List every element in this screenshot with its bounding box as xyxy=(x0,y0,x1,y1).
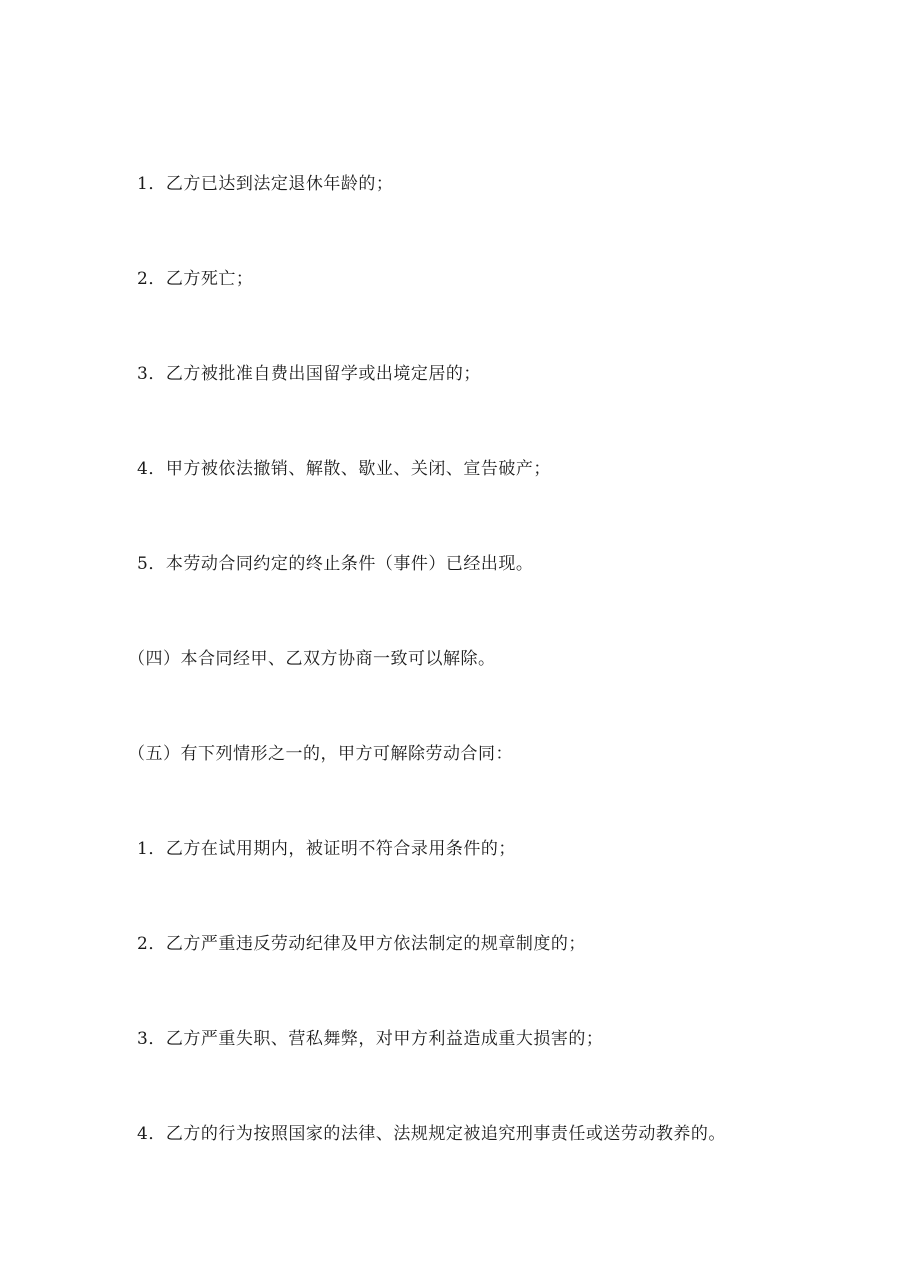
clause-line-9: 4．乙方的行为按照国家的法律、法规规定被追究刑事责任或送劳动教养的。 xyxy=(137,1124,726,1144)
clause-line-6: 1．乙方在试用期内，被证明不符合录用条件的； xyxy=(137,839,516,859)
clause-line-3: 3．乙方被批准自费出国留学或出境定居的； xyxy=(137,364,481,384)
section-five-line: （五）有下列情形之一的，甲方可解除劳动合同： xyxy=(128,744,513,764)
clause-line-2: 2．乙方死亡； xyxy=(137,269,254,289)
clause-line-7: 2．乙方严重违反劳动纪律及甲方依法制定的规章制度的； xyxy=(137,934,586,954)
section-four-line: （四）本合同经甲、乙双方协商一致可以解除。 xyxy=(128,649,496,669)
clause-line-4: 4．甲方被依法撤销、解散、歇业、关闭、宣告破产； xyxy=(137,459,551,479)
clause-line-5: 5．本劳动合同约定的终止条件（事件）已经出现。 xyxy=(137,554,534,574)
clause-line-1: 1．乙方已达到法定退休年龄的； xyxy=(137,174,394,194)
clause-line-8: 3．乙方严重失职、营私舞弊，对甲方利益造成重大损害的； xyxy=(137,1029,604,1049)
